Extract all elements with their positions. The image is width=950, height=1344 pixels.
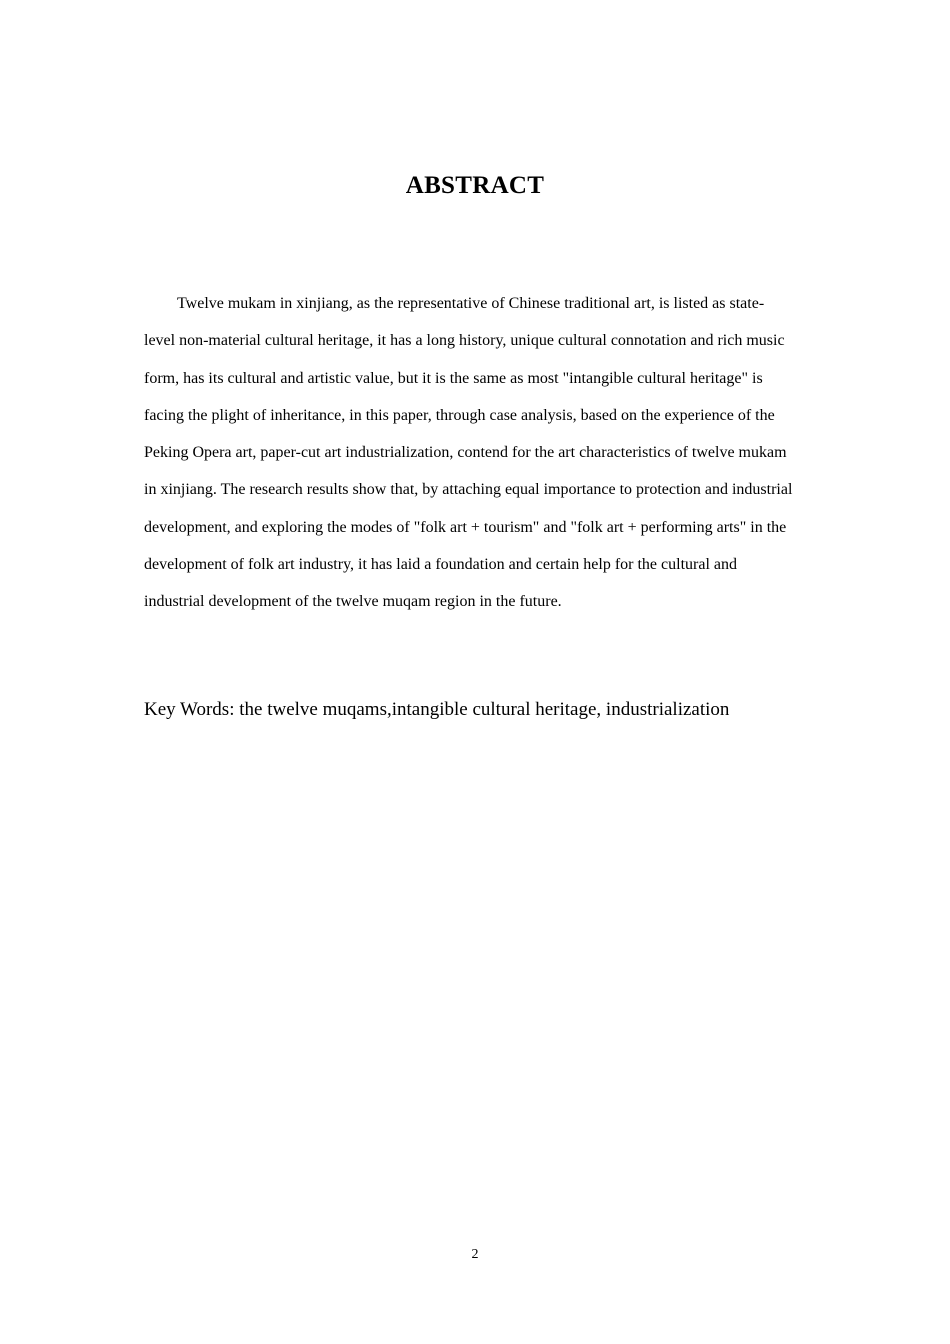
page-number: 2	[471, 1247, 479, 1262]
keywords-line	[144, 696, 824, 724]
keywords-text: the twelve muqams,intangible cultural heritage, industrialization	[239, 699, 730, 720]
abstract-title: ABSTRACT	[405, 172, 545, 199]
keywords-label: Key Words:	[144, 699, 235, 720]
abstract-body: Twelve mukam in xinjiang, as the representative of Chinese traditional art, is listed as state-level non-material cultural heritage, it has a long history, unique cultural connotation and rich music form, has its cultural and artistic value, but it is the same as most "intangible cultural heritage" is facing the plight of inheritance, in this paper, through case analysis, based on the experience of the Peking Opera art, paper-cut art industrialization, contend for the art characteristics of twelve mukam in xinjiang. The research results show that, by attaching equal importance to protection and industrial development, and exploring the modes of "folk art + tourism" and "folk art + performing arts" in the development of folk art industry, it has laid a foundation and certain help for the cultural and industrial development of the twelve muqam region in the future.	[144, 295, 793, 611]
